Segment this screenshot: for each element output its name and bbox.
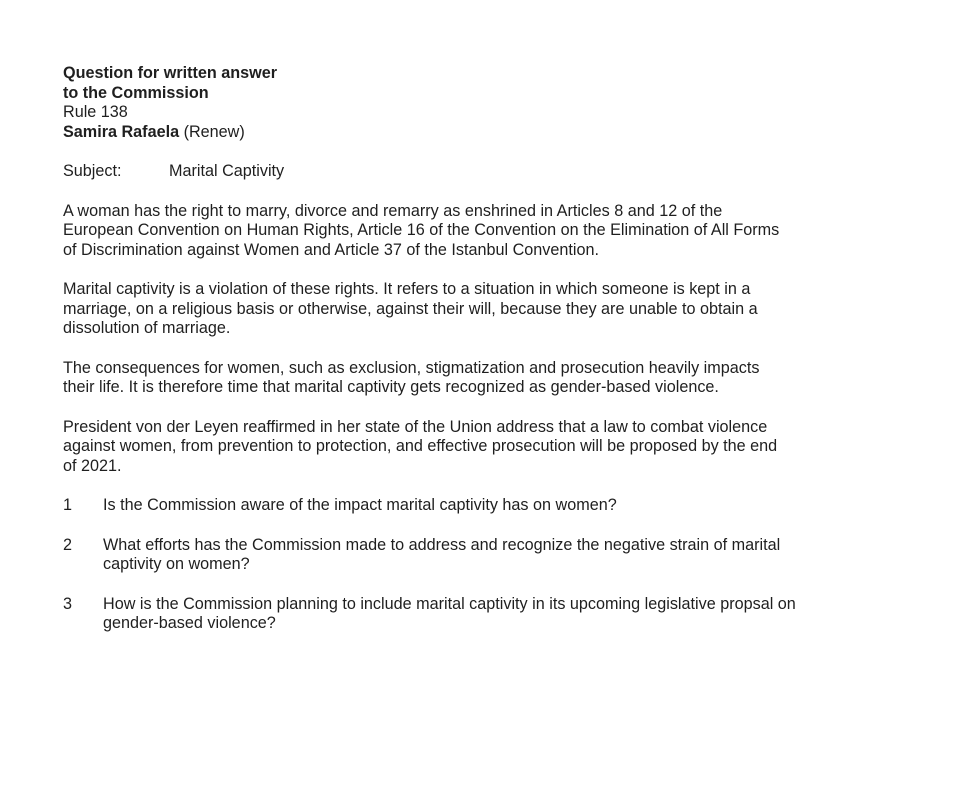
question-line: Is the Commission aware of the impact marital captivity has on women? [103, 496, 617, 514]
question-text [103, 496, 617, 516]
subject-value: Marital Captivity [169, 162, 285, 180]
question-line: What efforts has the Commission made to address and recognize the negative strain of marital [103, 535, 781, 554]
question-text [103, 536, 780, 575]
document-header [63, 64, 963, 142]
paragraph-line: of 2021. [63, 456, 122, 475]
paragraph-line: The consequences for women, such as exclusion, stigmatization and prosecution heavily impacts [63, 358, 760, 377]
paragraph-definition [63, 280, 963, 339]
paragraph-line: of Discrimination against Women and Article 37 of the Istanbul Convention. [63, 240, 599, 259]
paragraph-consequences [63, 359, 963, 398]
paragraph-president [63, 418, 963, 477]
question-line: gender-based violence? [103, 614, 276, 632]
paragraph-line: A woman has the right to marry, divorce and remarry as enshrined in Articles 8 and 12 of the [63, 201, 723, 220]
author-line [63, 123, 963, 143]
question-line: captivity on women? [103, 555, 250, 573]
question-text [103, 595, 796, 634]
document-page [63, 64, 963, 654]
document-title-line-1: Question for written answer [63, 64, 278, 82]
paragraph-line: dissolution of marriage. [63, 319, 231, 337]
paragraph-line: marriage, on a religious basis or otherwise, against their will, because they are unable to obtain a [63, 299, 758, 318]
paragraph-rights [63, 202, 963, 261]
paragraph-line: President von der Leyen reaffirmed in her state of the Union address that a law to combat violence [63, 417, 768, 436]
question-line: How is the Commission planning to include marital captivity in its upcoming legislative propsal on [103, 594, 796, 613]
question-item [63, 536, 963, 575]
paragraph-line: European Convention on Human Rights, Article 16 of the Convention on the Elimination of All Forms [63, 221, 780, 239]
subject-label: Subject: [63, 162, 122, 180]
political-group: (Renew) [183, 122, 245, 141]
question-number: 2 [63, 535, 73, 554]
paragraph-line: Marital captivity is a violation of these rights. It refers to a situation in which someone is kept in a [63, 280, 751, 298]
question-number: 3 [63, 594, 73, 613]
question-number: 1 [63, 496, 73, 514]
document-title-line-2: to the Commission [63, 83, 209, 102]
rule-number: Rule 138 [63, 103, 128, 121]
subject-line [63, 162, 963, 182]
paragraph-line: against women, from prevention to protection, and effective prosecution will be proposed by the end [63, 437, 778, 455]
author-name: Samira Rafaela [63, 122, 180, 141]
paragraph-line: their life. It is therefore time that marital captivity gets recognized as gender-based violence. [63, 378, 719, 396]
question-item [63, 496, 963, 516]
questions-list [63, 496, 963, 634]
question-item [63, 595, 963, 634]
